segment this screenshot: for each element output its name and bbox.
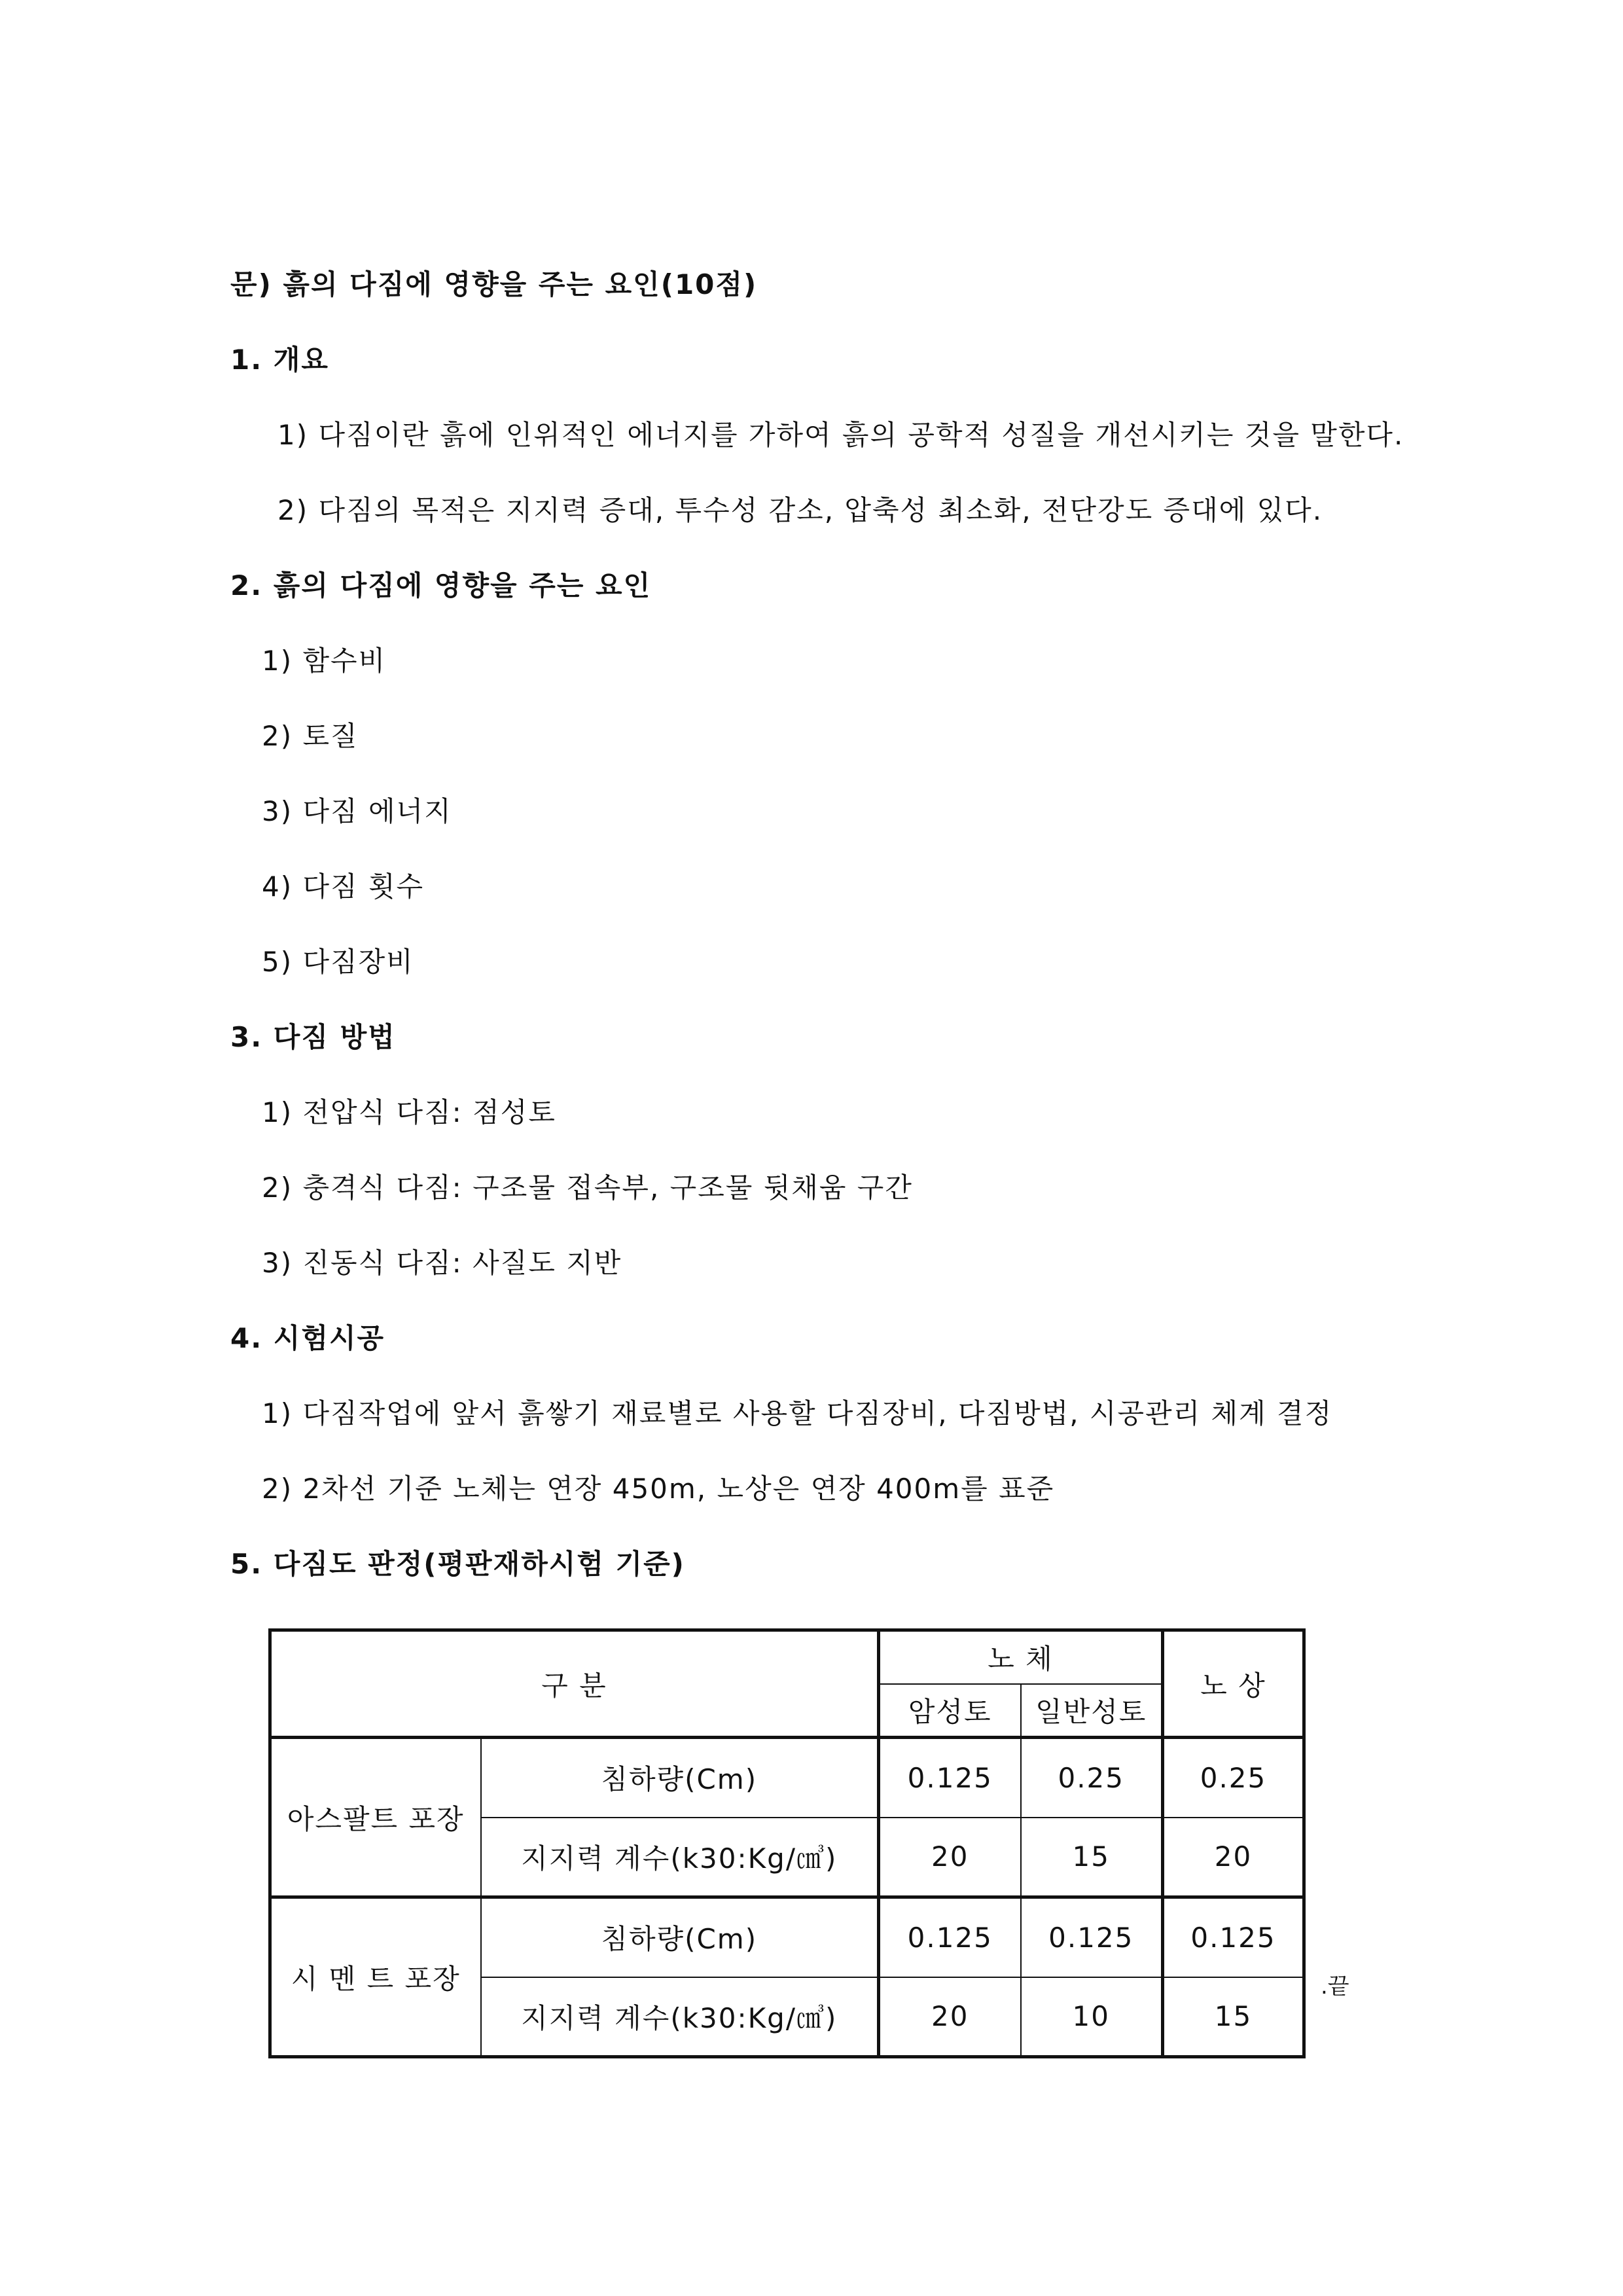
cell-roadbed: 0.125 <box>1163 1897 1304 1977</box>
cell-general: 0.25 <box>1021 1738 1163 1818</box>
header-roadbed: 노 상 <box>1163 1630 1304 1738</box>
cell-roadbed: 20 <box>1163 1818 1304 1897</box>
list-item: 1) 다짐이란 흙에 인위적인 에너지를 가하여 흙의 공학적 성질을 개선시키는 것을 말한다. <box>277 419 1404 451</box>
list-item: 2) 다짐의 목적은 지지력 증대, 투수성 감소, 압축성 최소화, 전단강도 증대에 있다. <box>277 494 1323 526</box>
end-mark: .끝 <box>1321 1973 1349 2000</box>
list-item: 1) 다짐작업에 앞서 흙쌓기 재료별로 사용할 다짐장비, 다짐방법, 시공관리 체계 결정 <box>262 1397 1333 1429</box>
list-item: 2) 2차선 기준 노체는 연장 450m, 노상은 연장 400m를 표준 <box>262 1473 1055 1505</box>
list-item: 4) 다짐 횟수 <box>262 870 425 903</box>
cell-roadbed: 0.25 <box>1163 1738 1304 1818</box>
cell-rock: 0.125 <box>879 1897 1021 1977</box>
list-item: 1) 함수비 <box>262 645 387 677</box>
group-cement: 시 멘 트 포장 <box>270 1897 481 2057</box>
section-1-title: 1. 개요 <box>230 344 329 376</box>
table-header-row <box>270 1630 1304 1684</box>
row-label: 지지력 계수(k30:Kg/㎤) <box>481 1977 879 2057</box>
cell-general: 0.125 <box>1021 1897 1163 1977</box>
list-item: 2) 토질 <box>262 720 359 752</box>
list-item: 1) 전압식 다짐: 점성토 <box>262 1096 556 1128</box>
table-row <box>270 1897 1304 1977</box>
cell-rock: 0.125 <box>879 1738 1021 1818</box>
cell-roadbed: 15 <box>1163 1977 1304 2057</box>
list-item: 3) 진동식 다짐: 사질도 지반 <box>262 1247 622 1279</box>
section-4-title: 4. 시험시공 <box>230 1322 385 1354</box>
compaction-judgement-table <box>268 1628 1306 2058</box>
cell-rock: 20 <box>879 1818 1021 1897</box>
cell-general: 15 <box>1021 1818 1163 1897</box>
header-category: 구 분 <box>270 1630 879 1738</box>
section-5-title: 5. 다짐도 판정(평판재하시험 기준) <box>230 1548 685 1580</box>
group-asphalt: 아스팔트 포장 <box>270 1738 481 1897</box>
header-subgrade-body: 노 체 <box>879 1630 1163 1684</box>
question-title: 문) 흙의 다짐에 영향을 주는 요인(10점) <box>230 268 758 300</box>
list-item: 3) 다짐 에너지 <box>262 795 452 827</box>
header-general-soil: 일반성토 <box>1021 1684 1163 1738</box>
cell-general: 10 <box>1021 1977 1163 2057</box>
cell-rock: 20 <box>879 1977 1021 2057</box>
table-row <box>270 1738 1304 1818</box>
header-rock-soil: 암성토 <box>879 1684 1021 1738</box>
list-item: 5) 다짐장비 <box>262 946 414 978</box>
list-item: 2) 충격식 다짐: 구조물 접속부, 구조물 뒷채움 구간 <box>262 1172 913 1204</box>
row-label: 침하량(Cm) <box>481 1897 879 1977</box>
row-label: 침하량(Cm) <box>481 1738 879 1818</box>
section-2-title: 2. 흙의 다짐에 영향을 주는 요인 <box>230 569 652 601</box>
row-label: 지지력 계수(k30:Kg/㎤) <box>481 1818 879 1897</box>
section-3-title: 3. 다짐 방법 <box>230 1021 396 1053</box>
